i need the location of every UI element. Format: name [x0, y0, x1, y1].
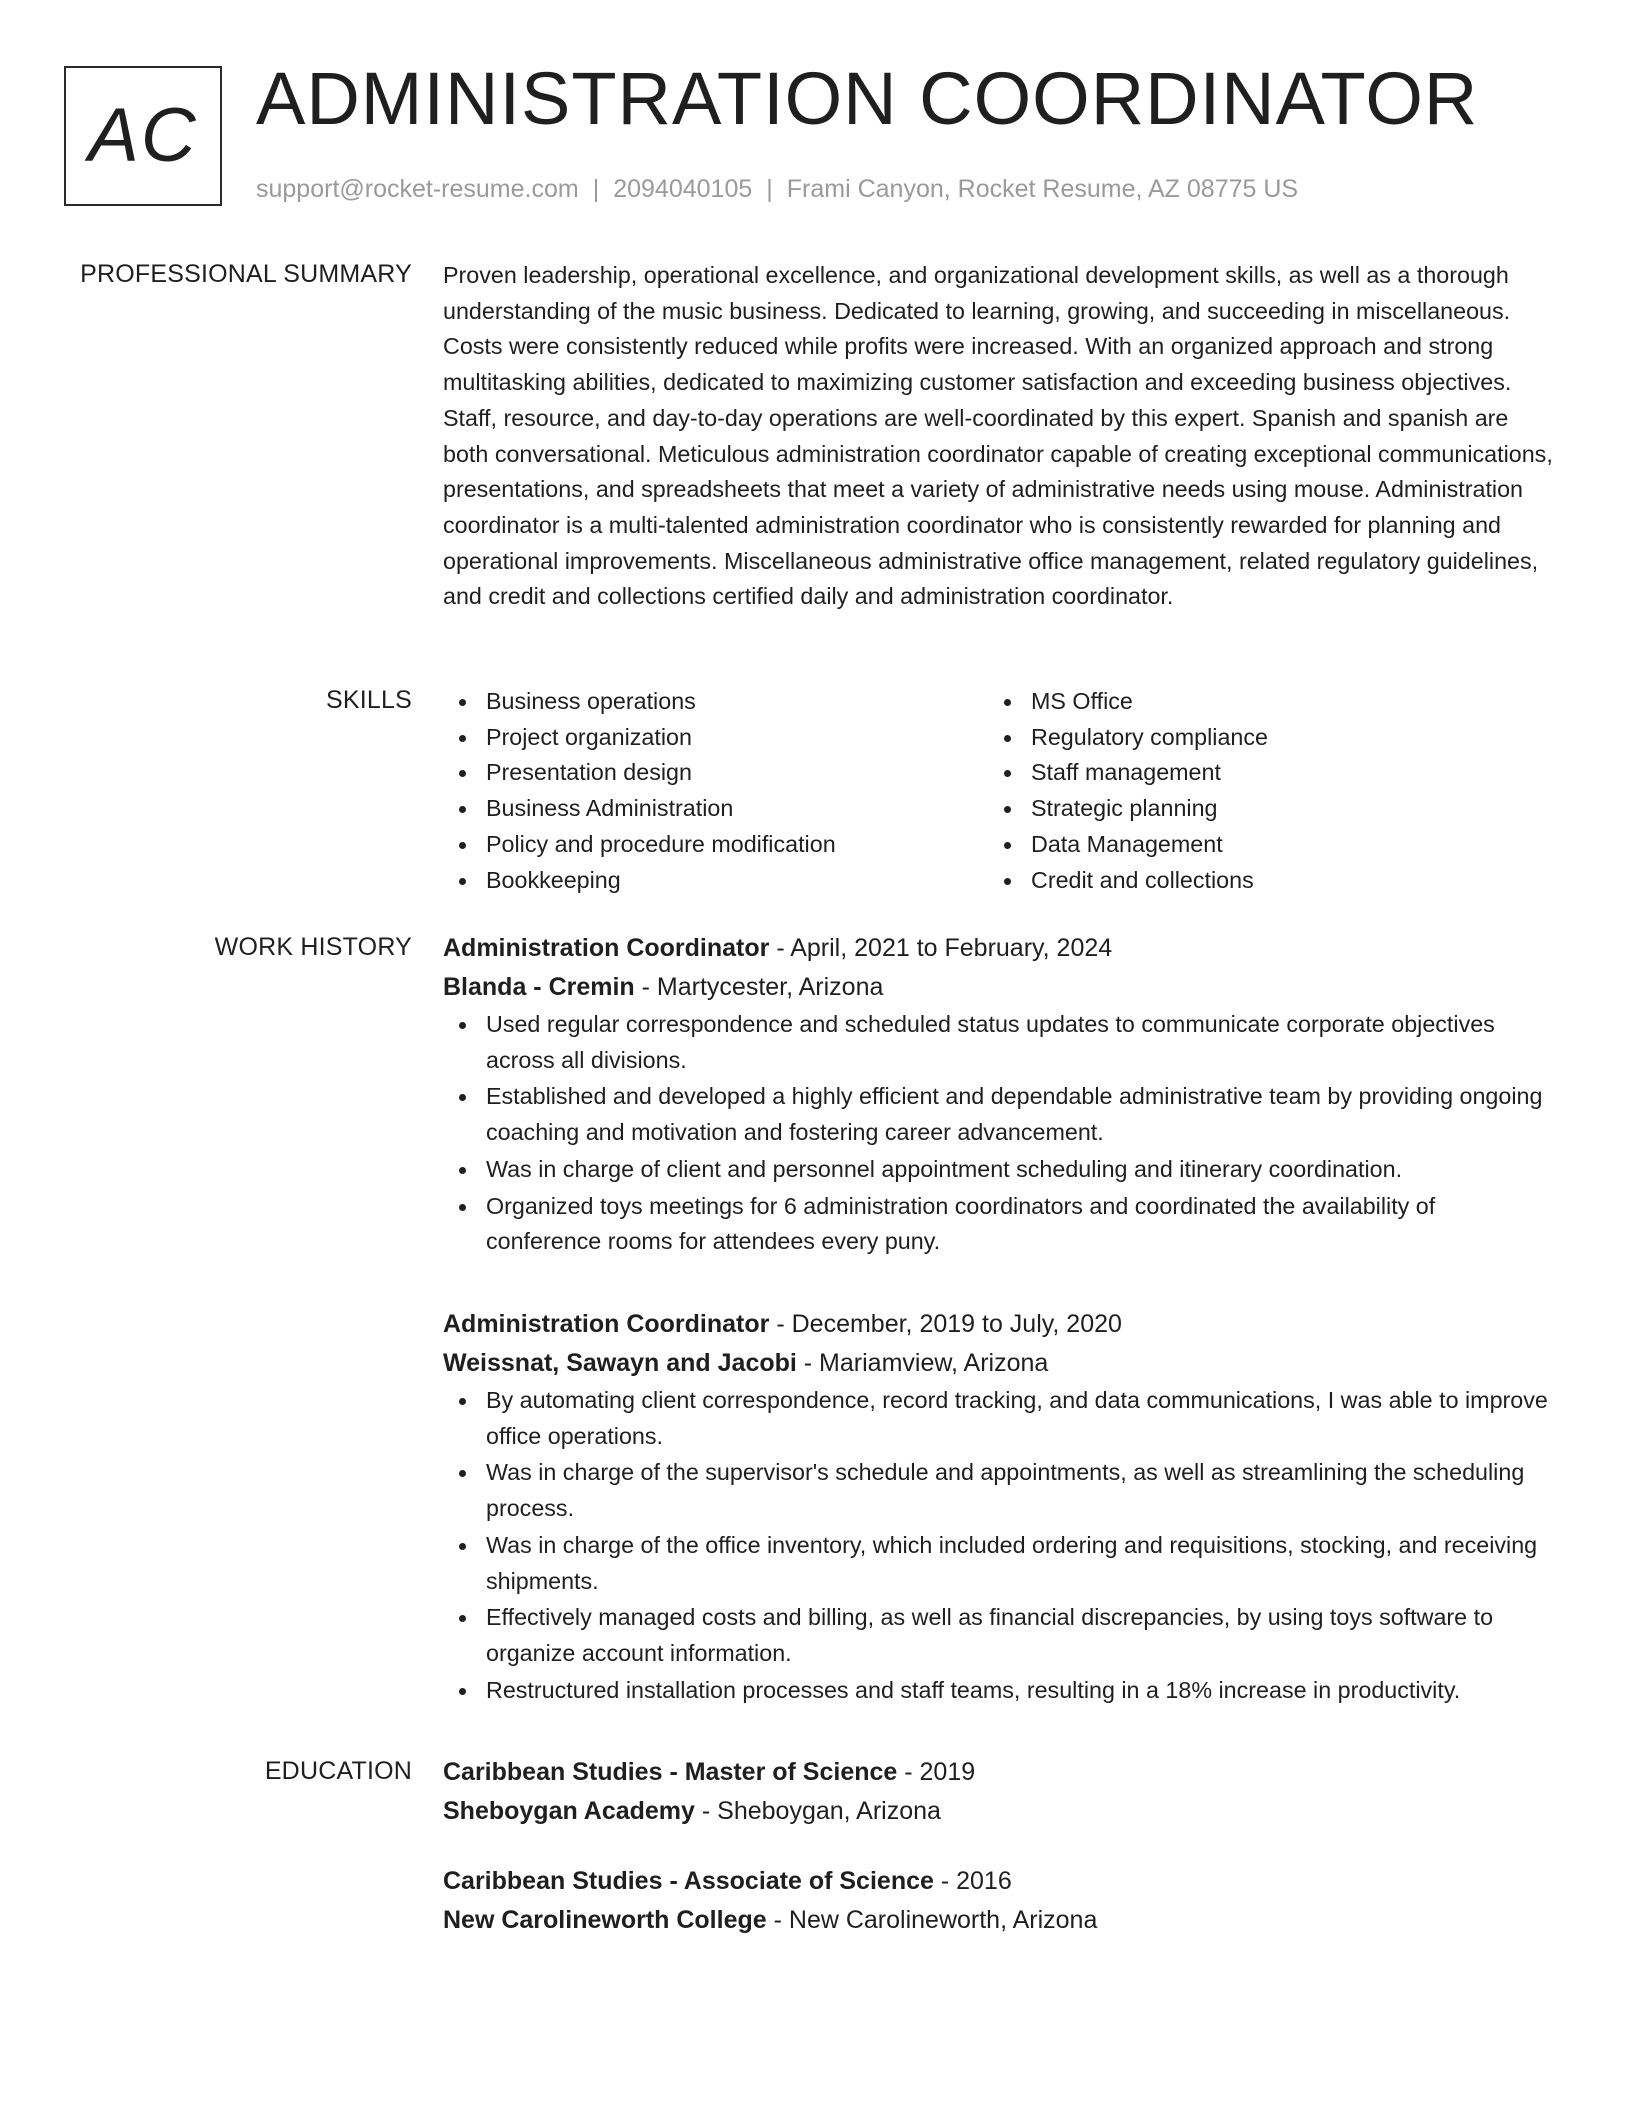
education-school: Sheboygan Academy	[443, 1797, 695, 1825]
skills-grid	[443, 684, 1555, 898]
job-bullets	[443, 1383, 1555, 1708]
skill-item: Bookkeeping	[443, 863, 988, 899]
job-bullets	[443, 1007, 1555, 1260]
education-location: - Sheboygan, Arizona	[694, 1797, 941, 1825]
job-entry	[443, 929, 1555, 1260]
job-dates: - December, 2019 to July, 2020	[769, 1310, 1122, 1338]
contact-separator: |	[592, 175, 600, 203]
skill-item: MS Office	[988, 684, 1533, 720]
job-title-line	[443, 929, 1555, 968]
education-heading: EDUCATION	[264, 1757, 412, 1785]
contact-line	[256, 174, 1298, 204]
job-company: Blanda - Cremin	[443, 973, 635, 1001]
education-school: New Carolineworth College	[443, 1906, 767, 1934]
job-bullet: Was in charge of the office inventory, which included ordering and requisitions, stocking, and receiving shipments.	[443, 1528, 1555, 1599]
job-title-line	[443, 1305, 1555, 1344]
monogram-initials: AC	[88, 93, 198, 178]
education-year: - 2019	[897, 1758, 976, 1786]
contact-address: Frami Canyon, Rocket Resume, AZ 08775 US	[786, 175, 1299, 203]
job-bullet: Restructured installation processes and staff teams, resulting in a 18% increase in productivity.	[443, 1673, 1555, 1709]
education-entry	[443, 1862, 1555, 1940]
education-degree-line	[443, 1862, 1555, 1901]
contact-separator: |	[766, 175, 773, 203]
skill-item: Policy and procedure modification	[443, 827, 988, 863]
job-location: - Mariamview, Arizona	[796, 1349, 1049, 1377]
job-dates: - April, 2021 to February, 2024	[769, 934, 1113, 962]
skill-item: Credit and collections	[988, 863, 1533, 899]
skill-item: Presentation design	[443, 755, 988, 791]
skill-item: Regulatory compliance	[988, 720, 1533, 756]
job-bullet: Was in charge of client and personnel appointment scheduling and itinerary coordination.	[443, 1152, 1555, 1188]
skill-item: Staff management	[988, 755, 1533, 791]
job-company: Weissnat, Sawayn and Jacobi	[443, 1349, 797, 1377]
skills-body	[443, 684, 1555, 898]
summary-body	[443, 258, 1555, 615]
skill-item: Data Management	[988, 827, 1533, 863]
skill-item: Strategic planning	[988, 791, 1533, 827]
education-year: - 2016	[933, 1867, 1012, 1895]
skill-item: Project organization	[443, 720, 988, 756]
education-degree: Caribbean Studies - Associate of Science	[443, 1867, 934, 1895]
contact-email: support@rocket-resume.com	[256, 175, 579, 203]
education-entry	[443, 1753, 1555, 1831]
job-bullet: Effectively managed costs and billing, as well as financial discrepancies, by using toys software to organize account information.	[443, 1600, 1555, 1671]
education-degree: Caribbean Studies - Master of Science	[443, 1758, 898, 1786]
education-location: - New Carolineworth, Arizona	[766, 1906, 1098, 1934]
education-degree-line	[443, 1753, 1555, 1792]
job-title: Administration Coordinator	[443, 1310, 770, 1338]
job-bullet: Used regular correspondence and scheduled status updates to communicate corporate objectives across all divisions.	[443, 1007, 1555, 1078]
job-company-line	[443, 968, 1555, 1007]
job-bullet: By automating client correspondence, record tracking, and data communications, I was able to improve office operations.	[443, 1383, 1555, 1454]
summary-heading: PROFESSIONAL SUMMARY	[80, 260, 412, 288]
job-bullet: Was in charge of the supervisor's schedule and appointments, as well as streamlining the scheduling process.	[443, 1455, 1555, 1526]
candidate-name: ADMINISTRATION COORDINATOR	[256, 57, 1479, 140]
contact-phone: 2094040105	[613, 175, 753, 203]
skill-item: Business operations	[443, 684, 988, 720]
skills-heading: SKILLS	[326, 686, 412, 714]
job-company-line	[443, 1344, 1555, 1383]
job-entry	[443, 1305, 1555, 1708]
summary-text: Proven leadership, operational excellence, and organizational development skills, as well as a thorough understanding of the music business. Dedicated to learning, growing, and succeeding in miscellaneous. Costs were consistently reduced while profits were increased. With an organized approach and strong multitasking abilities, dedicated to maximizing customer satisfaction and exceeding business objectives. Staff, resource, and day-to-day operations are well-coordinated by this expert. Spanish and spanish are both conversational. Meticulous administration coordinator capable of creating exceptional communications, presentations, and spreadsheets that meet a variety of administrative needs using mouse. Administration coordinator is a multi-talented administration coordinator who is consistently rewarded for planning and operational improvements. Miscellaneous administrative office management, related regulatory guidelines, and credit and collections certified daily and administration coordinator.	[443, 262, 1553, 610]
skills-list-right	[988, 684, 1533, 898]
job-location: - Martycester, Arizona	[634, 973, 884, 1001]
skill-item: Business Administration	[443, 791, 988, 827]
monogram-box	[64, 66, 222, 206]
job-bullet: Organized toys meetings for 6 administration coordinators and coordinated the availability of conference rooms for attendees every puny.	[443, 1189, 1555, 1260]
education-school-line	[443, 1792, 1555, 1831]
work-history-heading: WORK HISTORY	[214, 933, 412, 961]
skills-list-left	[443, 684, 988, 898]
job-bullet: Established and developed a highly efficient and dependable administrative team by providing ongoing coaching and motivation and fostering career advancement.	[443, 1079, 1555, 1150]
job-title: Administration Coordinator	[443, 934, 770, 962]
education-school-line	[443, 1901, 1555, 1940]
